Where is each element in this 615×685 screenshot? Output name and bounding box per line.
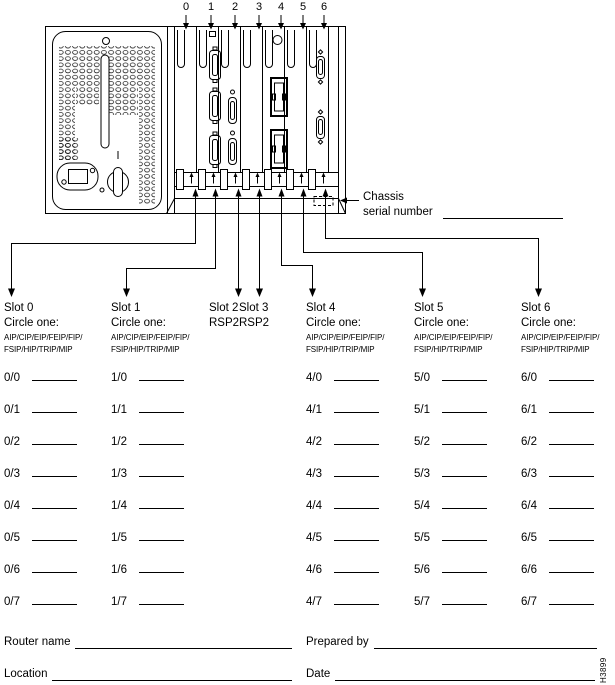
card-options-line2: FSIP/HIP/TRIP/MIP xyxy=(521,345,590,354)
chassis-base xyxy=(167,197,346,214)
port-blank-line xyxy=(334,594,379,605)
port-blank-line xyxy=(442,594,487,605)
port-label: 0/2 xyxy=(4,436,20,448)
port-label: 1/7 xyxy=(111,596,127,608)
location-field xyxy=(4,666,292,681)
port-label: 5/2 xyxy=(414,436,430,448)
port-row xyxy=(414,434,487,466)
port-list xyxy=(414,370,487,626)
circle-one-instruction: Circle one: xyxy=(414,317,469,329)
port-blank-line xyxy=(549,370,594,381)
date-label: Date xyxy=(306,668,331,680)
port-label: 0/1 xyxy=(4,404,20,416)
port-label: 1/6 xyxy=(111,564,127,576)
router-name-blank-line xyxy=(75,647,292,649)
card-options-line1: AIP/CIP/EIP/FEIP/FIP/ xyxy=(521,333,600,342)
power-supply-panel xyxy=(53,32,162,210)
port-list xyxy=(306,370,379,626)
circle-one-instruction: Circle one: xyxy=(306,317,361,329)
port-label: 0/6 xyxy=(4,564,20,576)
slot-column-4 xyxy=(306,302,385,608)
card-type-label: RSP2 xyxy=(209,317,240,329)
port-list xyxy=(4,370,77,626)
port-label: 1/1 xyxy=(111,404,127,416)
port-blank-line xyxy=(139,370,184,381)
port-label: 6/0 xyxy=(521,372,537,384)
slot-number-label: 4 xyxy=(277,1,285,13)
port-label: 1/0 xyxy=(111,372,127,384)
port-blank-line xyxy=(139,562,184,573)
card-options-line1: AIP/CIP/EIP/FEIP/FIP/ xyxy=(4,333,83,342)
card-options-line1: AIP/CIP/EIP/FEIP/FIP/ xyxy=(414,333,493,342)
port-label: 5/7 xyxy=(414,596,430,608)
port-label: 0/7 xyxy=(4,596,20,608)
port-blank-line xyxy=(549,594,594,605)
port-label: 4/7 xyxy=(306,596,322,608)
port-row xyxy=(521,402,594,434)
port-blank-line xyxy=(32,498,77,509)
port-row xyxy=(306,466,379,498)
port-blank-line xyxy=(549,466,594,477)
port-row xyxy=(111,370,184,402)
port-label: 5/5 xyxy=(414,532,430,544)
port-blank-line xyxy=(32,530,77,541)
port-blank-line xyxy=(549,402,594,413)
port-row xyxy=(306,530,379,562)
port-row xyxy=(414,530,487,562)
port-label: 4/4 xyxy=(306,500,322,512)
port-label: 5/3 xyxy=(414,468,430,480)
port-blank-line xyxy=(139,498,184,509)
card-handle-channels xyxy=(178,30,317,68)
card-type-label: RSP2 xyxy=(239,317,270,329)
serial-number-plate xyxy=(314,197,333,206)
port-blank-line xyxy=(334,498,379,509)
slot-number-label: 2 xyxy=(231,1,239,13)
port-blank-line xyxy=(549,434,594,445)
port-label: 6/1 xyxy=(521,404,537,416)
port-row xyxy=(4,402,77,434)
slot-column-6 xyxy=(521,302,600,608)
port-blank-line xyxy=(442,466,487,477)
port-row xyxy=(414,498,487,530)
router-name-field xyxy=(4,634,292,649)
power-inlet xyxy=(57,163,104,192)
slot-column-2 xyxy=(209,302,240,329)
port-blank-line xyxy=(139,530,184,541)
chassis-diagram xyxy=(0,0,615,310)
port-label: 4/3 xyxy=(306,468,322,480)
port-label: 4/2 xyxy=(306,436,322,448)
chassis-serial-callout-line1: Chassis xyxy=(363,191,404,203)
port-row xyxy=(521,498,594,530)
slot-number-label: 1 xyxy=(207,1,215,13)
slot-title: Slot 4 xyxy=(306,302,336,314)
port-row xyxy=(111,562,184,594)
port-row xyxy=(306,562,379,594)
port-label: 5/4 xyxy=(414,500,430,512)
port-row xyxy=(111,594,184,626)
slot2-connectors xyxy=(229,90,237,165)
lever-arrows xyxy=(190,173,326,184)
port-row xyxy=(111,434,184,466)
prepared-by-blank-line xyxy=(374,647,597,649)
port-row xyxy=(4,466,77,498)
date-field xyxy=(306,666,595,681)
port-row xyxy=(414,562,487,594)
ejector-lever-strip xyxy=(175,170,339,190)
slot-number-label: 6 xyxy=(320,1,328,13)
card-options-line2: FSIP/HIP/TRIP/MIP xyxy=(414,345,483,354)
router-name-label: Router name xyxy=(4,636,71,648)
slot-column-5 xyxy=(414,302,493,608)
port-blank-line xyxy=(334,434,379,445)
port-label: 0/4 xyxy=(4,500,20,512)
port-row xyxy=(306,370,379,402)
card-options-line2: FSIP/HIP/TRIP/MIP xyxy=(111,345,180,354)
card-options-line1: AIP/CIP/EIP/FEIP/FIP/ xyxy=(306,333,385,342)
slot-title: Slot 6 xyxy=(521,302,551,314)
port-row xyxy=(111,402,184,434)
port-blank-line xyxy=(549,530,594,541)
port-label: 1/3 xyxy=(111,468,127,480)
circle-one-instruction: Circle one: xyxy=(111,317,166,329)
port-blank-line xyxy=(334,530,379,541)
port-blank-line xyxy=(32,370,77,381)
port-blank-line xyxy=(442,370,487,381)
port-label: 6/6 xyxy=(521,564,537,576)
port-blank-line xyxy=(334,562,379,573)
port-row xyxy=(414,594,487,626)
port-list xyxy=(521,370,594,626)
port-label: 1/4 xyxy=(111,500,127,512)
port-row xyxy=(306,434,379,466)
port-blank-line xyxy=(139,434,184,445)
slot-number-label: 0 xyxy=(182,1,190,13)
port-blank-line xyxy=(442,402,487,413)
slot-column-0 xyxy=(4,302,83,608)
slot-number-arrows xyxy=(183,15,327,30)
port-row xyxy=(4,370,77,402)
port-blank-line xyxy=(549,562,594,573)
port-blank-line xyxy=(442,434,487,445)
port-label: 5/1 xyxy=(414,404,430,416)
port-label: 6/5 xyxy=(521,532,537,544)
port-blank-line xyxy=(139,466,184,477)
port-label: 4/6 xyxy=(306,564,322,576)
port-label: 6/3 xyxy=(521,468,537,480)
port-blank-line xyxy=(32,402,77,413)
slot-column-1 xyxy=(111,302,190,608)
slot-title: Slot 5 xyxy=(414,302,444,314)
date-blank-line xyxy=(335,679,595,681)
panel-handle xyxy=(101,55,109,148)
port-label: 6/4 xyxy=(521,500,537,512)
port-row xyxy=(4,594,77,626)
port-blank-line xyxy=(32,562,77,573)
port-blank-line xyxy=(32,466,77,477)
slot-title: Slot 3 xyxy=(239,302,269,314)
port-row xyxy=(521,594,594,626)
port-blank-line xyxy=(334,370,379,381)
port-row xyxy=(111,466,184,498)
port-label: 6/2 xyxy=(521,436,537,448)
port-blank-line xyxy=(32,434,77,445)
card-options-line1: AIP/CIP/EIP/FEIP/FIP/ xyxy=(111,333,190,342)
port-row xyxy=(4,562,77,594)
port-row xyxy=(521,562,594,594)
port-row xyxy=(521,370,594,402)
circle-one-instruction: Circle one: xyxy=(4,317,59,329)
port-label: 6/7 xyxy=(521,596,537,608)
slot-column-3 xyxy=(239,302,270,329)
port-blank-line xyxy=(334,466,379,477)
port-row xyxy=(4,530,77,562)
port-row xyxy=(306,402,379,434)
port-label: 0/5 xyxy=(4,532,20,544)
port-blank-line xyxy=(139,402,184,413)
port-label: 4/1 xyxy=(306,404,322,416)
slot-title: Slot 2 xyxy=(209,302,239,314)
port-label: 4/0 xyxy=(306,372,322,384)
slot-title: Slot 0 xyxy=(4,302,34,314)
port-row xyxy=(521,434,594,466)
location-label: Location xyxy=(4,668,48,680)
port-list xyxy=(111,370,184,626)
port-label: 4/5 xyxy=(306,532,322,544)
port-row xyxy=(414,402,487,434)
port-row xyxy=(521,466,594,498)
card-options-line2: FSIP/HIP/TRIP/MIP xyxy=(4,345,73,354)
port-label: 0/3 xyxy=(4,468,20,480)
slot6-connectors xyxy=(317,50,325,144)
prepared-by-field xyxy=(306,634,597,649)
port-label: 0/0 xyxy=(4,372,20,384)
slot-number-label: 5 xyxy=(299,1,307,13)
circle-one-instruction: Circle one: xyxy=(521,317,576,329)
port-row xyxy=(111,498,184,530)
slot-callout-routes xyxy=(8,189,542,298)
slot-number-label: 3 xyxy=(255,1,263,13)
port-label: 1/5 xyxy=(111,532,127,544)
card-options-line2: FSIP/HIP/TRIP/MIP xyxy=(306,345,375,354)
port-label: 1/2 xyxy=(111,436,127,448)
port-row xyxy=(4,434,77,466)
prepared-by-label: Prepared by xyxy=(306,636,369,648)
captive-thumbscrew xyxy=(108,151,129,197)
port-blank-line xyxy=(549,498,594,509)
port-blank-line xyxy=(442,498,487,509)
port-label: 5/0 xyxy=(414,372,430,384)
panel-screw xyxy=(103,38,110,45)
port-row xyxy=(306,498,379,530)
port-row xyxy=(414,466,487,498)
chassis-serial-callout-line2: serial number xyxy=(363,206,433,218)
port-blank-line xyxy=(442,530,487,541)
port-blank-line xyxy=(442,562,487,573)
port-blank-line xyxy=(334,402,379,413)
slot-title: Slot 1 xyxy=(111,302,141,314)
port-row xyxy=(521,530,594,562)
port-label: 5/6 xyxy=(414,564,430,576)
port-row xyxy=(4,498,77,530)
location-blank-line xyxy=(52,679,292,681)
figure-number: H3899 xyxy=(599,657,608,683)
port-row xyxy=(414,370,487,402)
port-row xyxy=(111,530,184,562)
port-blank-line xyxy=(139,594,184,605)
card-cage-dividers xyxy=(197,27,329,173)
port-blank-line xyxy=(32,594,77,605)
port-row xyxy=(306,594,379,626)
